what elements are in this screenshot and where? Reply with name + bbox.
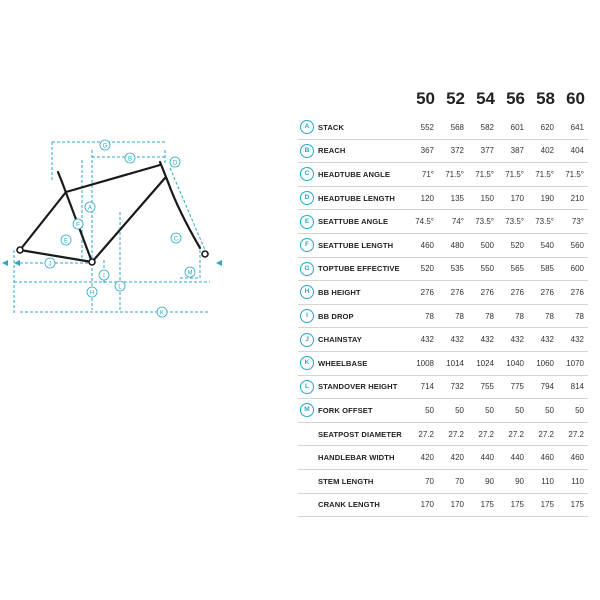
row-marker-badge: M — [300, 403, 314, 417]
svg-text:D: D — [172, 160, 178, 167]
table-row — [298, 422, 588, 446]
value-cell: 50 — [438, 399, 468, 423]
row-marker-badge: J — [300, 333, 314, 347]
value-cell: 387 — [498, 139, 528, 163]
row-marker-badge: C — [300, 167, 314, 181]
value-cell: 732 — [438, 375, 468, 399]
value-cell: 601 — [498, 116, 528, 139]
value-cell: 50 — [528, 399, 558, 423]
table-row — [298, 281, 588, 305]
value-cell: 565 — [498, 257, 528, 281]
table-row — [298, 351, 588, 375]
value-cell: 78 — [558, 304, 588, 328]
value-cell: 71.5° — [438, 163, 468, 187]
value-cell: 50 — [498, 399, 528, 423]
svg-text:J: J — [48, 261, 52, 268]
value-cell: 71.5° — [468, 163, 498, 187]
row-marker-badge: A — [300, 120, 314, 134]
value-cell: 175 — [468, 493, 498, 517]
value-cell: 78 — [468, 304, 498, 328]
size-header: 56 — [506, 89, 525, 108]
diagram-marker-a — [85, 202, 95, 212]
value-cell: 190 — [528, 186, 558, 210]
value-cell: 794 — [528, 375, 558, 399]
value-cell: 1060 — [528, 351, 558, 375]
row-label: SEATTUBE ANGLE — [316, 210, 408, 234]
svg-text:L: L — [118, 284, 122, 291]
value-cell: 432 — [468, 328, 498, 352]
value-cell: 135 — [438, 186, 468, 210]
value-cell: 600 — [558, 257, 588, 281]
row-label: TOPTUBE EFFECTIVE — [316, 257, 408, 281]
diagram-marker-d — [170, 157, 180, 167]
value-cell: 560 — [558, 233, 588, 257]
row-marker-badge: I — [300, 309, 314, 323]
row-marker-badge: G — [300, 262, 314, 276]
value-cell: 74° — [438, 210, 468, 234]
geometry-diagram — [0, 120, 230, 340]
diagram-marker-j — [45, 258, 55, 268]
svg-text:I: I — [103, 273, 105, 280]
value-cell: 276 — [408, 281, 438, 305]
row-label: STEM LENGTH — [316, 469, 408, 493]
value-cell: 170 — [498, 186, 528, 210]
value-cell: 175 — [498, 493, 528, 517]
value-cell: 620 — [528, 116, 558, 139]
row-label: HANDLEBAR WIDTH — [316, 446, 408, 470]
value-cell: 432 — [438, 328, 468, 352]
diagram-marker-k — [157, 307, 167, 317]
value-cell: 1008 — [408, 351, 438, 375]
table-row — [298, 233, 588, 257]
bike-frame — [20, 162, 200, 262]
value-cell: 367 — [408, 139, 438, 163]
value-cell: 210 — [558, 186, 588, 210]
value-cell: 276 — [468, 281, 498, 305]
table-row — [298, 304, 588, 328]
row-marker-badge: E — [300, 215, 314, 229]
value-cell: 432 — [408, 328, 438, 352]
size-header: 60 — [566, 89, 585, 108]
value-cell: 460 — [408, 233, 438, 257]
diagram-marker-e — [61, 235, 71, 245]
value-cell: 755 — [468, 375, 498, 399]
table-row — [298, 163, 588, 187]
value-cell: 460 — [558, 446, 588, 470]
svg-text:F: F — [76, 222, 80, 229]
front-axle-icon — [202, 251, 208, 257]
value-cell: 440 — [498, 446, 528, 470]
row-label: HEADTUBE ANGLE — [316, 163, 408, 187]
row-label: STACK — [316, 116, 408, 139]
value-cell: 404 — [558, 139, 588, 163]
value-cell: 71.5° — [498, 163, 528, 187]
table-row — [298, 469, 588, 493]
value-cell: 50 — [468, 399, 498, 423]
row-marker-badge: K — [300, 356, 314, 370]
value-cell: 78 — [528, 304, 558, 328]
svg-text:G: G — [102, 143, 108, 150]
value-cell: 420 — [408, 446, 438, 470]
size-header-row — [298, 88, 588, 116]
value-cell: 585 — [528, 257, 558, 281]
value-cell: 432 — [558, 328, 588, 352]
value-cell: 90 — [498, 469, 528, 493]
row-label: SEATPOST DIAMETER — [316, 422, 408, 446]
value-cell: 420 — [438, 446, 468, 470]
value-cell: 90 — [468, 469, 498, 493]
value-cell: 377 — [468, 139, 498, 163]
diagram-marker-l — [115, 281, 125, 291]
svg-text:C: C — [173, 236, 179, 243]
value-cell: 460 — [528, 446, 558, 470]
value-cell: 1070 — [558, 351, 588, 375]
row-label: BB DROP — [316, 304, 408, 328]
diagram-marker-f — [73, 219, 83, 229]
value-cell: 582 — [468, 116, 498, 139]
value-cell: 520 — [498, 233, 528, 257]
value-cell: 78 — [408, 304, 438, 328]
value-cell: 110 — [528, 469, 558, 493]
dimension-lines — [14, 142, 210, 315]
row-label: REACH — [316, 139, 408, 163]
value-cell: 276 — [438, 281, 468, 305]
diagram-marker-g — [100, 140, 110, 150]
value-cell: 432 — [528, 328, 558, 352]
table-row — [298, 257, 588, 281]
value-cell: 550 — [468, 257, 498, 281]
diagram-marker-h — [87, 287, 97, 297]
value-cell: 500 — [468, 233, 498, 257]
value-cell: 276 — [498, 281, 528, 305]
row-label: SEATTUBE LENGTH — [316, 233, 408, 257]
value-cell: 402 — [528, 139, 558, 163]
row-marker-badge: B — [300, 144, 314, 158]
row-label: CRANK LENGTH — [316, 493, 408, 517]
row-marker-badge: H — [300, 285, 314, 299]
value-cell: 814 — [558, 375, 588, 399]
value-cell: 71.5° — [528, 163, 558, 187]
value-cell: 150 — [468, 186, 498, 210]
size-header: 58 — [536, 89, 555, 108]
value-cell: 27.2 — [558, 422, 588, 446]
value-cell: 70 — [408, 469, 438, 493]
value-cell: 73.5° — [528, 210, 558, 234]
value-cell: 775 — [498, 375, 528, 399]
table-row — [298, 186, 588, 210]
value-cell: 1040 — [498, 351, 528, 375]
svg-text:B: B — [127, 156, 133, 163]
value-cell: 70 — [438, 469, 468, 493]
value-cell: 73.5° — [468, 210, 498, 234]
value-cell: 27.2 — [528, 422, 558, 446]
diagram-marker-c — [171, 233, 181, 243]
row-label: FORK OFFSET — [316, 399, 408, 423]
row-marker-badge: D — [300, 191, 314, 205]
value-cell: 276 — [528, 281, 558, 305]
value-cell: 520 — [408, 257, 438, 281]
table-row — [298, 210, 588, 234]
value-cell: 714 — [408, 375, 438, 399]
value-cell: 1024 — [468, 351, 498, 375]
value-cell: 27.2 — [498, 422, 528, 446]
value-cell: 552 — [408, 116, 438, 139]
svg-text:K: K — [159, 310, 165, 317]
value-cell: 78 — [438, 304, 468, 328]
row-label: BB HEIGHT — [316, 281, 408, 305]
value-cell: 440 — [468, 446, 498, 470]
row-marker-badge: L — [300, 380, 314, 394]
svg-text:A: A — [87, 205, 93, 212]
row-label: HEADTUBE LENGTH — [316, 186, 408, 210]
value-cell: 78 — [498, 304, 528, 328]
value-cell: 175 — [558, 493, 588, 517]
value-cell: 1014 — [438, 351, 468, 375]
value-cell: 73° — [558, 210, 588, 234]
svg-text:H: H — [89, 290, 95, 297]
value-cell: 372 — [438, 139, 468, 163]
svg-text:M: M — [187, 270, 193, 277]
geometry-table — [298, 88, 588, 517]
value-cell: 50 — [558, 399, 588, 423]
table-row — [298, 446, 588, 470]
diagram-marker-b — [125, 153, 135, 163]
value-cell: 480 — [438, 233, 468, 257]
diagram-marker-m — [185, 267, 195, 277]
value-cell: 568 — [438, 116, 468, 139]
row-label: CHAINSTAY — [316, 328, 408, 352]
value-cell: 170 — [408, 493, 438, 517]
value-cell: 540 — [528, 233, 558, 257]
size-header: 50 — [416, 89, 435, 108]
table-row — [298, 399, 588, 423]
value-cell: 641 — [558, 116, 588, 139]
row-label: STANDOVER HEIGHT — [316, 375, 408, 399]
row-marker-badge: F — [300, 238, 314, 252]
value-cell: 74.5° — [408, 210, 438, 234]
value-cell: 71.5° — [558, 163, 588, 187]
row-label: WHEELBASE — [316, 351, 408, 375]
bottom-bracket-icon — [89, 259, 95, 265]
table-row — [298, 493, 588, 517]
size-header: 54 — [476, 89, 495, 108]
value-cell: 432 — [498, 328, 528, 352]
value-cell: 71° — [408, 163, 438, 187]
rear-axle-icon — [17, 247, 23, 253]
table-row — [298, 375, 588, 399]
value-cell: 535 — [438, 257, 468, 281]
table-row — [298, 116, 588, 139]
table-row — [298, 139, 588, 163]
value-cell: 73.5° — [498, 210, 528, 234]
diagram-marker-i — [99, 270, 109, 280]
geometry-table-body — [298, 116, 588, 517]
value-cell: 110 — [558, 469, 588, 493]
value-cell: 27.2 — [438, 422, 468, 446]
value-cell: 27.2 — [468, 422, 498, 446]
value-cell: 120 — [408, 186, 438, 210]
svg-text:E: E — [63, 238, 69, 245]
value-cell: 27.2 — [408, 422, 438, 446]
value-cell: 276 — [558, 281, 588, 305]
value-cell: 50 — [408, 399, 438, 423]
table-row — [298, 328, 588, 352]
value-cell: 170 — [438, 493, 468, 517]
size-header: 52 — [446, 89, 465, 108]
value-cell: 175 — [528, 493, 558, 517]
